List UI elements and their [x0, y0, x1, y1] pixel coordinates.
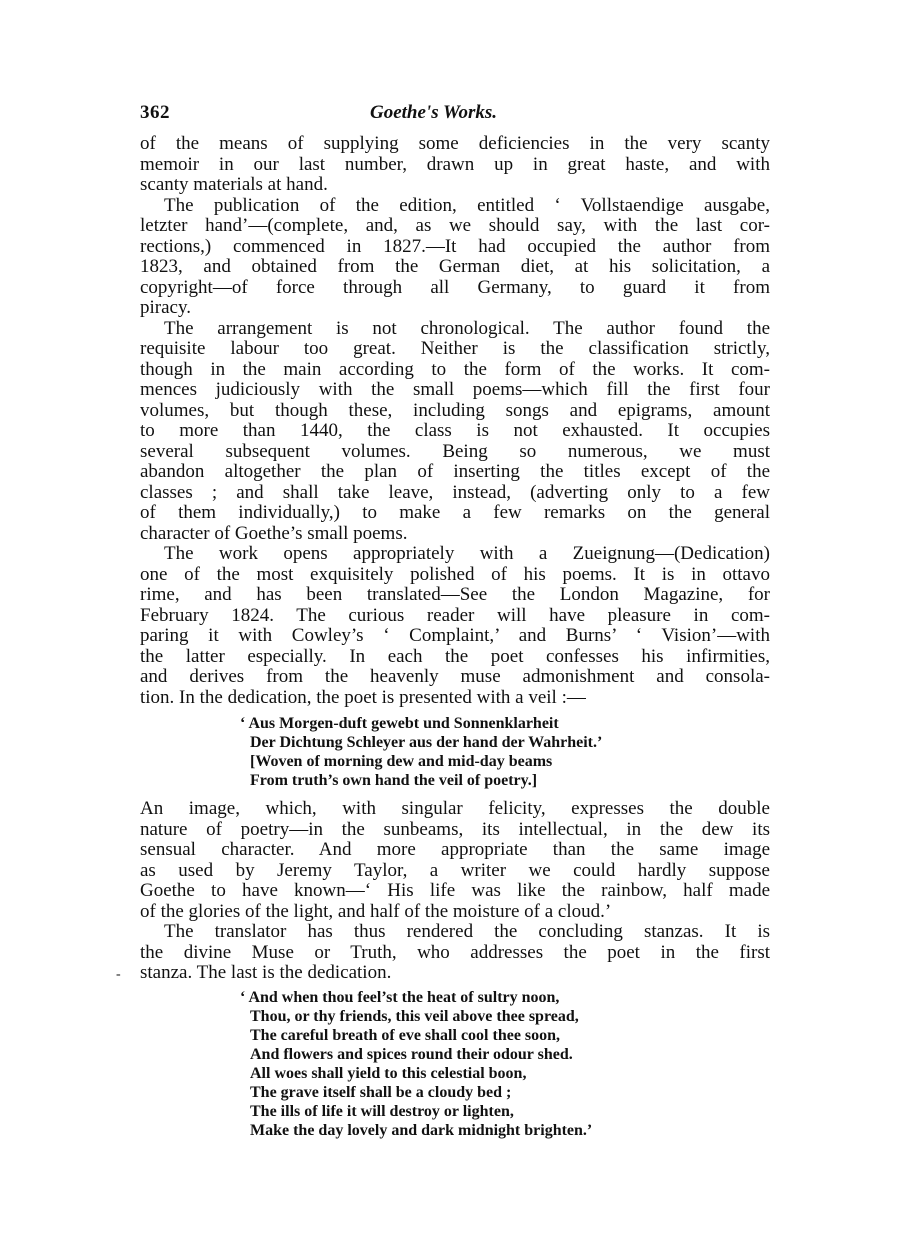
verse-line: Thou, or thy friends, this veil above thee spread,: [250, 1008, 579, 1025]
verse-line: Der Dichtung Schleyer aus der hand der Wahrheit.’: [250, 734, 603, 751]
page-header: [140, 102, 770, 128]
verse-line: The careful breath of eve shall cool thee soon,: [250, 1027, 561, 1044]
text-line: requisite labour too great. Neither is the classification strictly,: [140, 338, 770, 359]
text-line: though in the main according to the form of the works. It com-: [140, 358, 770, 380]
text-line: mences judiciously with the small poems—which fill the first four: [140, 379, 770, 400]
text-line: scanty materials at hand.: [140, 174, 328, 195]
verse-quote-english: [240, 988, 700, 1140]
verse-line: All woes shall yield to this celestial boon,: [250, 1065, 527, 1082]
text-line: as used by Jeremy Taylor, a writer we could hardly suppose: [140, 859, 770, 881]
page-number: 362: [140, 102, 170, 123]
text-line: one of the most exquisitely polished of his poems. It is in ottavo: [140, 563, 770, 585]
verse-line: [Woven of morning dew and mid-day beams: [250, 753, 553, 770]
text-line: of the means of supplying some deficiencies in the very scanty: [140, 133, 770, 154]
paragraph-arrangement: [140, 319, 770, 545]
running-title: Goethe's Works.: [370, 102, 498, 123]
text-line: February 1824. The curious reader will have pleasure in com-: [140, 604, 770, 626]
paragraph-zueignung: [140, 544, 770, 708]
text-line: 1823, and obtained from the German diet, at his solicitation, a: [140, 256, 770, 277]
text-line: memoir in our last number, drawn up in great haste, and with: [140, 153, 770, 175]
text-line: to more than 1440, the class is not exhausted. It occupies: [140, 420, 770, 441]
text-line: classes ; and shall take leave, instead, (adverting only to a few: [140, 481, 770, 503]
text-line: and derives from the heavenly muse admonishment and consola-: [140, 666, 770, 687]
text-line: The publication of the edition, entitled ‘ Vollstaendige ausgabe,: [164, 194, 770, 216]
text-line: piracy.: [140, 297, 191, 318]
text-line: tion. In the dedication, the poet is presented with a veil :—: [140, 686, 586, 708]
text-line: copyright—of force through all Germany, to guard it from: [140, 276, 770, 298]
text-line: the divine Muse or Truth, who addresses the poet in the first: [140, 941, 770, 963]
verse-quote-german: [240, 714, 700, 790]
text-line: nature of poetry—in the sunbeams, its intellectual, in the dew its: [140, 818, 770, 840]
paragraph-continuation: [140, 134, 770, 196]
text-line: the latter especially. In each the poet confesses his infirmities,: [140, 645, 770, 667]
text-line: An image, which, with singular felicity, expresses the double: [140, 798, 770, 819]
paragraph-image: [140, 799, 770, 922]
paragraph-publication: [140, 196, 770, 319]
text-line: rime, and has been translated—See the London Magazine, for: [140, 584, 770, 605]
verse-line: ‘ Aus Morgen-duft gewebt und Sonnenklarheit: [240, 715, 559, 732]
text-line: letzter hand’—(complete, and, as we should say, with the last cor-: [140, 215, 770, 236]
text-line: The work opens appropriately with a Zueignung—(Dedication): [164, 543, 770, 564]
text-line: The arrangement is not chronological. The author found the: [164, 317, 770, 339]
text-line: rections,) commenced in 1827.—It had occupied the author from: [140, 235, 770, 257]
verse-line: ‘ And when thou feel’st the heat of sultry noon,: [240, 989, 560, 1006]
text-line: volumes, but though these, including songs and epigrams, amount: [140, 399, 770, 421]
text-line: sensual character. And more appropriate than the same image: [140, 839, 770, 860]
text-line: abandon altogether the plan of inserting the titles except of the: [140, 461, 770, 482]
text-line: of the glories of the light, and half of the moisture of a cloud.’: [140, 900, 612, 922]
verse-line: From truth’s own hand the veil of poetry.]: [250, 772, 538, 789]
verse-line: The ills of life it will destroy or lighten,: [250, 1103, 514, 1120]
verse-line: The grave itself shall be a cloudy bed ;: [250, 1084, 512, 1101]
text-line: stanza. The last is the dedication.: [140, 962, 392, 983]
text-line: of them individually,) to make a few remarks on the general: [140, 502, 770, 523]
paragraph-translator: [140, 922, 770, 984]
text-line: character of Goethe’s small poems.: [140, 522, 408, 544]
body-text-top: [140, 134, 770, 708]
text-line: Goethe to have known—‘ His life was like the rainbow, half made: [140, 880, 770, 901]
text-line: The translator has thus rendered the concluding stanzas. It is: [164, 921, 770, 942]
body-text-middle: [140, 799, 770, 984]
margin-mark: -: [116, 967, 121, 982]
text-line: several subsequent volumes. Being so numerous, we must: [140, 440, 770, 462]
verse-line: Make the day lovely and dark midnight brighten.’: [250, 1122, 593, 1139]
text-line: paring it with Cowley’s ‘ Complaint,’ and Burns’ ‘ Vision’—with: [140, 625, 770, 646]
verse-line: And flowers and spices round their odour shed.: [250, 1046, 573, 1063]
